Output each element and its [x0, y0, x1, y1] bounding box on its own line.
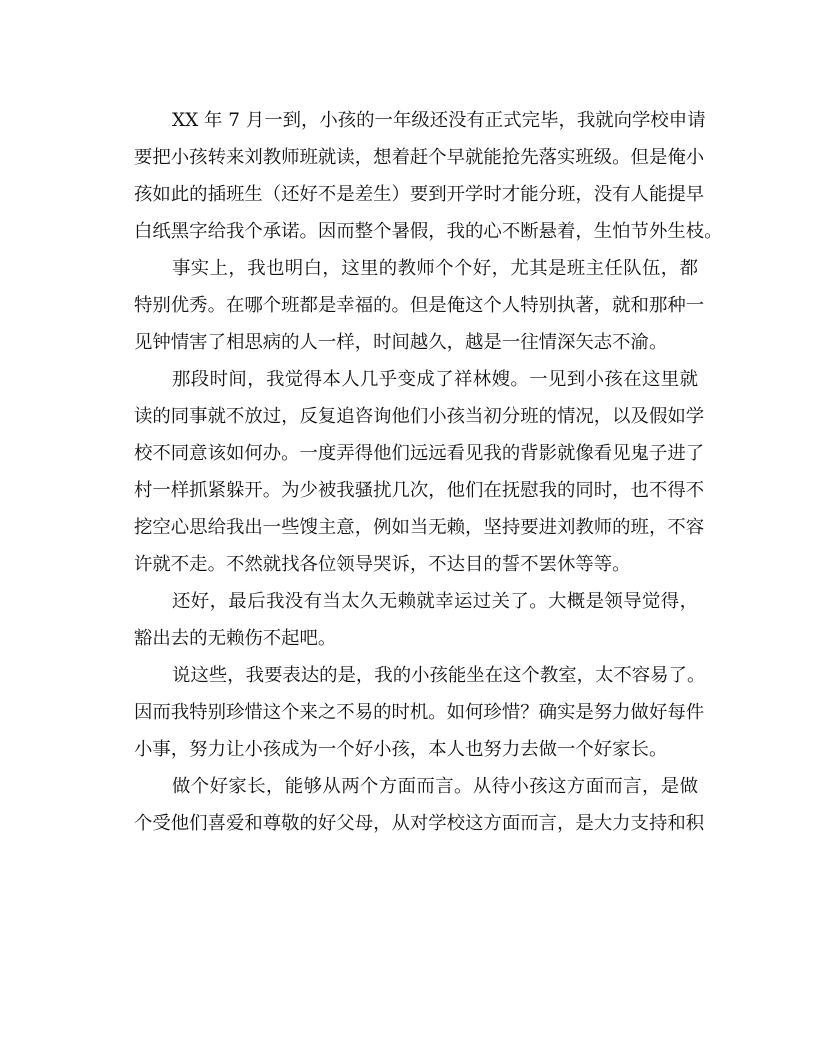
text-line: 那段时间，我觉得本人几乎变成了祥林嫂。一见到小孩在这里就	[172, 369, 698, 390]
text-line: 小事，努力让小孩成为一个好小孩，本人也努力去做一个好家长。	[134, 739, 668, 760]
text-line: 校不同意该如何办。一度弄得他们远远看见我的背影就像看见鬼子进了	[134, 443, 705, 464]
text-line: 村一样抓紧躲开。为少被我骚扰几次，他们在抚慰我的同时，也不得不	[134, 480, 705, 501]
text-line: 豁出去的无赖伤不起吧。	[134, 628, 337, 649]
text-line: 孩如此的插班生（还好不是差生）要到开学时才能分班，没有人能提早	[134, 184, 705, 205]
text-line: 白纸黑字给我个承诺。因而整个暑假，我的心不断悬着，生怕节外生枝。	[134, 221, 723, 242]
body-text	[134, 102, 723, 842]
text-line: 特别优秀。在哪个班都是幸福的。但是俺这个人特别执著，就和那种一	[134, 295, 705, 316]
text-line: 见钟情害了相思病的人一样，时间越久，越是一往情深矢志不渝。	[134, 332, 668, 353]
text-line: 个受他们喜爱和尊敬的好父母，从对学校这方面而言，是大力支持和积	[134, 813, 705, 834]
text-line: 因而我特别珍惜这个来之不易的时机。如何珍惜？确实是努力做好每件	[134, 702, 705, 723]
text-line: 说这些，我要表达的是，我的小孩能坐在这个教室，太不容易了。	[172, 665, 706, 686]
text-line: 事实上，我也明白，这里的教师个个好，尤其是班主任队伍，都	[172, 258, 698, 279]
text-line: XX 年 7 月一到，小孩的一年级还没有正式完毕，我就向学校申请	[172, 110, 706, 131]
text-line: 要把小孩转来刘教师班就读，想着赶个早就能抢先落实班级。但是俺小	[134, 147, 705, 168]
text-line: 还好，最后我没有当太久无赖就幸运过关了。大概是领导觉得，	[172, 591, 698, 612]
text-line: 挖空心思给我出一些馊主意，例如当无赖，坚持要进刘教师的班，不容	[134, 517, 705, 538]
text-line: 许就不走。不然就找各位领导哭诉，不达目的誓不罢休等等。	[134, 554, 631, 575]
text-line: 做个好家长，能够从两个方面而言。从待小孩这方面而言，是做	[172, 776, 698, 797]
text-line: 读的同事就不放过，反复追咨询他们小孩当初分班的情况，以及假如学	[134, 406, 705, 427]
